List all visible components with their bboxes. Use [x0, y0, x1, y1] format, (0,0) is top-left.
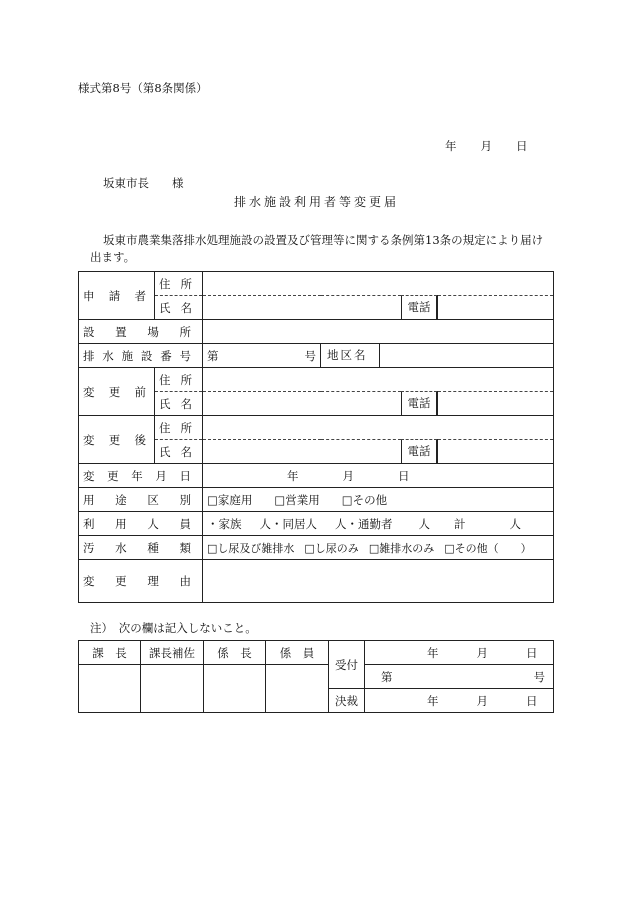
change-date-label: 変 更 年 月 日 — [79, 464, 203, 488]
date-year: 年 — [445, 139, 457, 153]
section-chief-stamp[interactable] — [79, 665, 141, 713]
applicant-phone-cell — [407, 296, 554, 320]
deputy-chief-header: 課長補佐 — [141, 641, 204, 665]
intro-text-line1: 坂東市農業集落排水処理施設の設置及び管理等に関する条例第13条の規定により届け — [103, 233, 544, 247]
change-date-day: 日 — [398, 468, 410, 483]
decided-label: 決裁 — [329, 689, 365, 713]
location-label: 設 置 場 所 — [79, 320, 203, 344]
facility-number-field[interactable]: 第 号 — [203, 344, 321, 368]
subsection-chief-stamp[interactable] — [204, 665, 266, 713]
deputy-chief-stamp[interactable] — [141, 665, 204, 713]
staff-stamp[interactable] — [266, 665, 329, 713]
change-date-year: 年 — [287, 468, 299, 483]
before-address-label: 住所 — [155, 368, 203, 392]
facility-number-label: 排 水 施 設 番 号 — [79, 344, 203, 368]
office-use-table — [78, 640, 554, 713]
users-label: 利 用 人 員 — [79, 512, 203, 536]
sewage-nightsoil-only-checkbox[interactable]: □し尿のみ — [304, 541, 359, 555]
after-address-label: 住所 — [155, 416, 203, 440]
addressee: 坂東市長 様 — [103, 176, 184, 190]
before-address-field[interactable] — [203, 368, 554, 392]
after-change-label: 変 更 後 — [79, 416, 155, 464]
sewage-type-options — [203, 536, 554, 560]
decided-date-field[interactable]: 年 月 日 — [365, 689, 554, 713]
location-field[interactable] — [203, 320, 554, 344]
date-month: 月 — [480, 139, 492, 153]
received-label: 受付 — [329, 641, 365, 689]
usage-household-checkbox[interactable]: □家庭用 — [207, 492, 253, 507]
change-date-month: 月 — [342, 468, 354, 483]
submission-date — [445, 138, 528, 154]
change-reason-label: 変 更 理 由 — [79, 560, 203, 603]
date-day: 日 — [516, 139, 528, 153]
after-name-label: 氏名 — [155, 440, 203, 464]
form-number: 様式第8号（第8条関係） — [78, 81, 208, 95]
users-field[interactable]: ・家族 人・同居人 人・通勤者 人 計 人 — [203, 512, 554, 536]
district-cell — [321, 344, 554, 368]
applicant-label: 申 請 者 — [79, 272, 155, 320]
application-table — [78, 271, 554, 603]
usage-business-checkbox[interactable]: □営業用 — [274, 492, 320, 507]
change-date-field[interactable] — [203, 464, 554, 488]
sewage-type-label: 汚 水 種 類 — [79, 536, 203, 560]
intro-text-line2: 出ます。 — [90, 250, 136, 264]
before-name-label: 氏名 — [155, 392, 203, 416]
form-title: 排水施設利用者等変更届 — [234, 195, 400, 209]
before-phone-field[interactable] — [437, 392, 553, 415]
received-date-field[interactable]: 年 月 日 — [365, 641, 554, 665]
applicant-phone-field[interactable] — [437, 296, 553, 319]
change-reason-field[interactable] — [203, 560, 554, 603]
applicant-address-field[interactable] — [203, 272, 554, 296]
before-phone-label: 電話 — [401, 392, 437, 415]
usage-other-checkbox[interactable]: □その他 — [341, 492, 388, 507]
usage-label: 用 途 区 別 — [79, 488, 203, 512]
note-text: 注） 次の欄は記入しないこと。 — [90, 621, 257, 635]
sewage-other-checkbox[interactable]: □その他（ ） — [444, 541, 532, 555]
section-chief-header: 課 長 — [79, 641, 141, 665]
after-address-field[interactable] — [203, 416, 554, 440]
before-change-label: 変 更 前 — [79, 368, 155, 416]
sewage-nightsoil-graywater-checkbox[interactable]: □し尿及び雑排水 — [207, 541, 295, 555]
staff-header: 係 員 — [266, 641, 329, 665]
district-label: 地区名 — [321, 344, 380, 367]
applicant-name-label: 氏名 — [155, 296, 203, 320]
after-phone-label: 電話 — [401, 440, 437, 463]
subsection-chief-header: 係 長 — [204, 641, 266, 665]
district-field[interactable] — [380, 344, 553, 367]
usage-options — [203, 488, 554, 512]
applicant-address-label: 住所 — [155, 272, 203, 296]
sewage-graywater-only-checkbox[interactable]: □雑排水のみ — [368, 541, 435, 555]
received-number-field[interactable]: 第 号 — [365, 665, 554, 689]
before-phone-cell — [407, 392, 554, 416]
applicant-phone-label: 電話 — [401, 296, 437, 319]
after-phone-field[interactable] — [437, 440, 553, 463]
after-phone-cell — [407, 440, 554, 464]
